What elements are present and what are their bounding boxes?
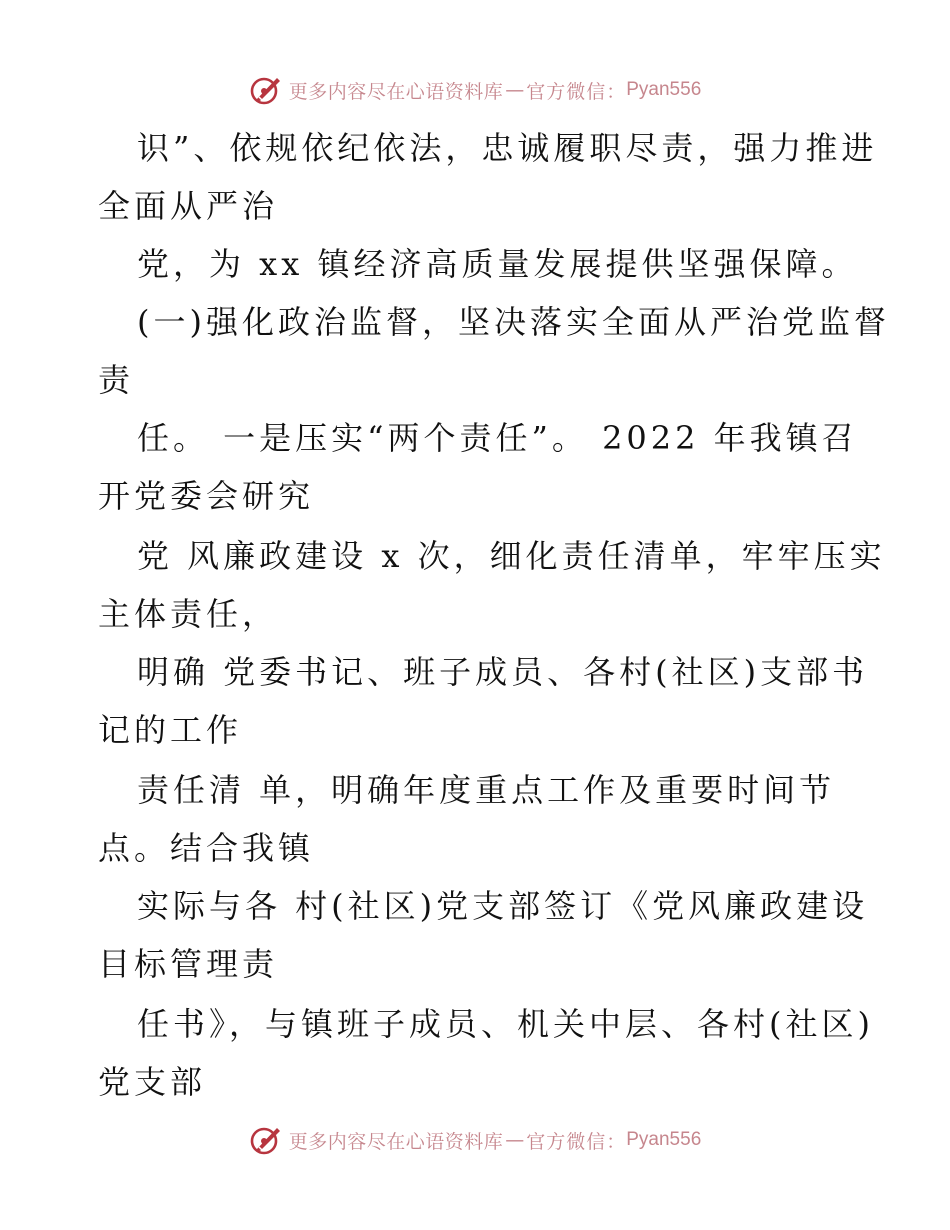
paragraph-line: 记的工作 [98, 711, 243, 749]
paragraph-line: 实际与各 村(社区)党支部签订《党风廉政建设 [137, 887, 869, 925]
paragraph-line: 目标管理责 [98, 945, 279, 983]
section-heading-line: (一)强化政治监督，坚决落实全面从严治党监督 [137, 303, 890, 341]
paragraph-line: 点。结合我镇 [98, 829, 315, 867]
paragraph-line: 开党委会研究 [98, 477, 315, 515]
paragraph-line: 全面从严治 [98, 187, 279, 225]
paragraph-line: 主体责任， [98, 595, 279, 633]
header-watermark [0, 70, 950, 110]
paragraph-line: 责 [98, 361, 135, 399]
watermark-dash: — [505, 1129, 525, 1151]
watermark-main-text: 更多内容尽在心语资料库 [288, 1130, 504, 1153]
watermark-wechat-id: Pyan556 [626, 1129, 702, 1150]
paragraph-line: 任。 一是压实“两个责任”。 2022 年我镇召 [137, 419, 858, 457]
watermark-wechat-label: 官方微信： [526, 1130, 627, 1153]
paragraph-line: 党，为 xx 镇经济高质量发展提供坚强保障。 [137, 245, 858, 283]
watermark-dash: — [505, 79, 525, 101]
paragraph-line: 党支部 [98, 1063, 207, 1101]
paragraph-line: 党 风廉政建设 x 次，细化责任清单，牢牢压实 [137, 537, 886, 575]
paragraph-line: 明确 党委书记、班子成员、各村(社区)支部书 [137, 653, 869, 691]
watermark-wechat-id: Pyan556 [626, 79, 702, 100]
watermark-wechat-label: 官方微信： [526, 80, 627, 103]
watermark-main-text: 更多内容尽在心语资料库 [288, 80, 504, 103]
quill-pen-logo-icon [249, 73, 283, 107]
paragraph-line: 任书》，与镇班子成员、机关中层、各村(社区) [137, 1005, 874, 1043]
quill-pen-logo-icon [249, 1123, 283, 1157]
paragraph-line: 识”、依规依纪依法，忠诚履职尽责，强力推进 [137, 129, 878, 167]
footer-watermark [0, 1120, 950, 1160]
paragraph-line: 责任清 单，明确年度重点工作及重要时间节 [137, 771, 836, 809]
